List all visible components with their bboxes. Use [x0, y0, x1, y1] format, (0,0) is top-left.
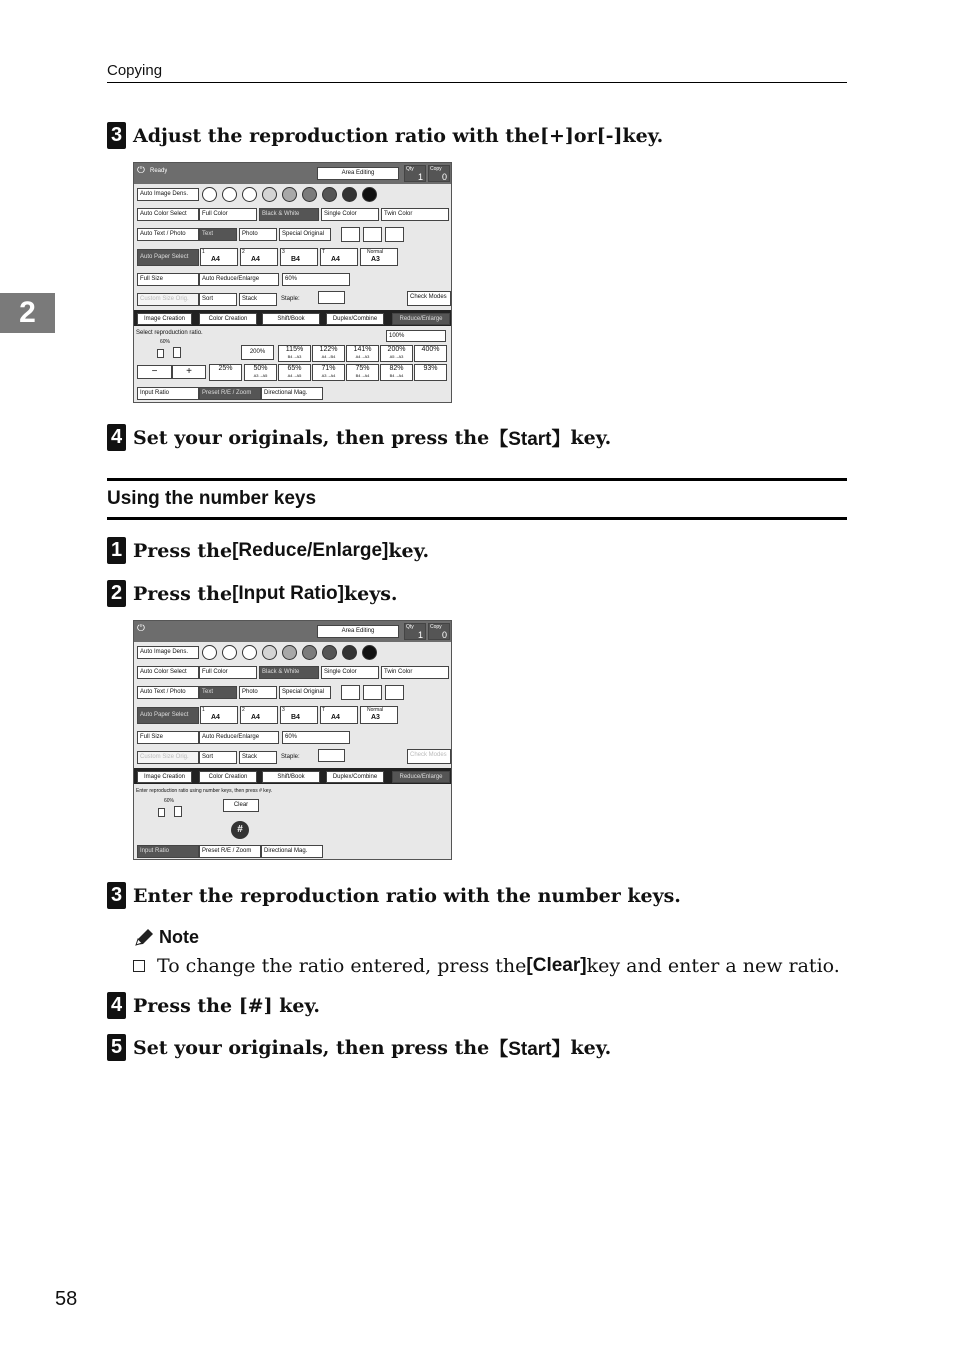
area-editing-button[interactable]: Area Editing [317, 625, 399, 638]
instruction-text: Select reproduction ratio. [136, 330, 203, 336]
copy-display: Copy 0 [428, 623, 450, 640]
density-level-8[interactable] [342, 645, 357, 660]
staple-label: Staple: [281, 296, 300, 302]
tray-2-button[interactable]: 2 A4 [240, 706, 278, 724]
ratio-display: 60% [282, 273, 350, 286]
directional-mag-button[interactable]: Directional Mag. [261, 387, 323, 400]
stack-button[interactable]: Stack [239, 293, 277, 306]
step-number: 4 [107, 424, 126, 451]
small-ratio-label: 60% [160, 339, 171, 345]
step-adjust-ratio: 3 Adjust the reproduction ratio with the [+] or [-] key. [107, 122, 663, 149]
density-level-3[interactable] [242, 187, 257, 202]
black-white-button[interactable]: Black & White [259, 666, 319, 679]
step-number: 4 [107, 992, 126, 1019]
bypass-tray-button[interactable]: T A4 [320, 706, 358, 724]
duplex-icon[interactable] [385, 685, 404, 700]
copy-paper-icon [174, 806, 182, 817]
density-level-3[interactable] [242, 645, 257, 660]
instruction-text: Enter reproduction ratio using number keys, then press # key. [136, 788, 273, 794]
density-level-4[interactable] [262, 645, 277, 660]
full-color-button[interactable]: Full Color [199, 208, 257, 221]
density-level-9[interactable] [362, 187, 377, 202]
density-level-1[interactable] [202, 187, 217, 202]
check-modes-button[interactable]: Check Modes [407, 291, 451, 306]
running-header: Copying [107, 62, 163, 79]
pencil-icon [133, 928, 155, 948]
ready-label: Ready [150, 168, 168, 174]
text-button[interactable]: Text [199, 228, 237, 241]
preset-115-button[interactable]: 115% B4→A3 [278, 345, 311, 362]
preset-400-button[interactable]: 400% [414, 345, 447, 362]
preset-122-button[interactable]: 122% A4→B4 [312, 345, 345, 362]
preset-75-button[interactable]: 75% B4→A4 [346, 364, 379, 381]
tab-duplex-combine[interactable]: Duplex/Combine [326, 771, 384, 783]
tray-1-button[interactable]: 1 A4 [200, 706, 238, 724]
density-level-5[interactable] [282, 187, 297, 202]
step-press-start: 4 Set your originals, then press the 【Start】 key. [107, 424, 611, 451]
single-color-button[interactable]: Single Color [321, 208, 379, 221]
bypass-tray-button[interactable]: T A4 [320, 248, 358, 266]
qty-display: Qty 1 [404, 165, 426, 182]
step-press-input-ratio: 2 Press the [Input Ratio] keys. [107, 580, 398, 607]
auto-text-photo-button[interactable]: Auto Text / Photo [137, 228, 199, 241]
step-number: 1 [107, 537, 126, 564]
copier-panel-preset [133, 162, 452, 403]
full-size-button[interactable]: Full Size [137, 273, 199, 286]
section-rule-bottom [107, 517, 847, 520]
auto-text-photo-button[interactable]: Auto Text / Photo [137, 686, 199, 699]
tab-shift-book[interactable]: Shift/Book [262, 771, 320, 783]
preset-50-button[interactable]: 50% A3→A5 [244, 364, 277, 381]
density-level-2[interactable] [222, 645, 237, 660]
stack-button[interactable]: Stack [239, 751, 277, 764]
minus-button[interactable]: − [137, 365, 172, 379]
full-size-button[interactable]: Full Size [137, 731, 199, 744]
density-level-9[interactable] [362, 645, 377, 660]
preset-65-button[interactable]: 65% A4→A5 [278, 364, 311, 381]
section-rule-top [107, 478, 847, 481]
orientation-icon[interactable] [341, 685, 360, 700]
density-level-1[interactable] [202, 645, 217, 660]
ratio-200-button[interactable]: 200% [241, 345, 274, 360]
header-rule [107, 82, 847, 83]
plus-button[interactable]: + [172, 365, 206, 379]
step-number: 3 [107, 882, 126, 909]
step-enter-ratio: 3 Enter the reproduction ratio with the number keys. [107, 882, 681, 909]
auto-paper-select-button[interactable]: Auto Paper Select [137, 707, 199, 724]
sort-button[interactable]: Sort [199, 293, 237, 306]
preset-93-button[interactable]: 93% [414, 364, 447, 381]
step-press-hash: 4 Press the [#] key. [107, 992, 320, 1019]
tab-image-creation[interactable]: Image Creation [137, 313, 192, 325]
density-level-6[interactable] [302, 187, 317, 202]
tab-reduce-enlarge[interactable]: Reduce/Enlarge [392, 313, 450, 325]
copy-mode-icon[interactable] [363, 227, 382, 242]
staple-label: Staple: [281, 754, 300, 760]
normal-tray-button[interactable]: Normal A3 [360, 706, 398, 724]
tab-shift-book[interactable]: Shift/Book [262, 313, 320, 325]
density-level-7[interactable] [322, 645, 337, 660]
page-number: 58 [55, 1288, 78, 1310]
step-number: 5 [107, 1034, 126, 1061]
tab-duplex-combine[interactable]: Duplex/Combine [326, 313, 384, 325]
photo-button[interactable]: Photo [239, 228, 277, 241]
tray-3-button[interactable]: 3 B4 [280, 706, 318, 724]
ratio-display: 60% [282, 731, 350, 744]
auto-paper-select-button[interactable]: Auto Paper Select [137, 249, 199, 266]
preset-141-button[interactable]: 141% A4→A3 [346, 345, 379, 362]
photo-button[interactable]: Photo [239, 686, 277, 699]
tray-1-button[interactable]: 1 A4 [200, 248, 238, 266]
hash-key-icon[interactable]: # [231, 821, 249, 839]
custom-size-orig-button[interactable]: Custom Size Orig. [137, 293, 199, 306]
current-ratio-display: 100% [386, 330, 446, 342]
copy-display: Copy 0 [428, 165, 450, 182]
preset-200-button[interactable]: 200% A5→A3 [380, 345, 413, 362]
auto-reduce-enlarge-button[interactable]: Auto Reduce/Enlarge [199, 273, 279, 286]
copy-paper-icon [173, 347, 181, 358]
orientation-icon[interactable] [341, 227, 360, 242]
preset-zoom-button[interactable]: Preset R/E / Zoom [199, 845, 261, 858]
note-heading: Note [133, 927, 199, 948]
density-level-6[interactable] [302, 645, 317, 660]
input-ratio-button[interactable]: Input Ratio [137, 387, 199, 400]
density-level-7[interactable] [322, 187, 337, 202]
preset-25-button[interactable]: 25% [209, 364, 242, 381]
black-white-button[interactable]: Black & White [259, 208, 319, 221]
qty-display: Qty 1 [404, 623, 426, 640]
chapter-tab: 2 [0, 293, 55, 333]
checkbox-bullet-icon [133, 960, 145, 972]
duplex-icon[interactable] [385, 227, 404, 242]
single-color-button[interactable]: Single Color [321, 666, 379, 679]
note-item: To change the ratio entered, press the [Clear] key and enter a new ratio. [133, 955, 840, 977]
auto-color-select-button[interactable]: Auto Color Select [137, 666, 199, 679]
area-editing-button[interactable]: Area Editing [317, 167, 399, 180]
step-number: 2 [107, 580, 126, 607]
text-button[interactable]: Text [199, 686, 237, 699]
tab-reduce-enlarge[interactable]: Reduce/Enlarge [392, 771, 450, 783]
tray-2-button[interactable]: 2 A4 [240, 248, 278, 266]
tab-color-creation[interactable]: Color Creation [199, 771, 257, 783]
step-number: 3 [107, 122, 126, 149]
power-icon: ⏻ [137, 624, 145, 633]
clear-button[interactable]: Clear [223, 799, 259, 812]
power-icon: ⏻ [137, 166, 145, 175]
full-color-button[interactable]: Full Color [199, 666, 257, 679]
step-press-start-final: 5 Set your originals, then press the 【Start】 key. [107, 1034, 611, 1061]
density-level-4[interactable] [262, 187, 277, 202]
preset-82-button[interactable]: 82% B4→A4 [380, 364, 413, 381]
original-paper-icon [158, 808, 165, 817]
auto-reduce-enlarge-button[interactable]: Auto Reduce/Enlarge [199, 731, 279, 744]
tab-color-creation[interactable]: Color Creation [199, 313, 257, 325]
density-level-8[interactable] [342, 187, 357, 202]
custom-size-orig-button[interactable]: Custom Size Orig. [137, 751, 199, 764]
density-level-5[interactable] [282, 645, 297, 660]
preset-71-button[interactable]: 71% A3→A4 [312, 364, 345, 381]
check-modes-button[interactable]: Check Modes [407, 749, 451, 764]
special-original-button[interactable]: Special Original [279, 228, 331, 241]
staple-icon[interactable] [318, 749, 345, 762]
copy-mode-icon[interactable] [363, 685, 382, 700]
step-press-reduce-enlarge: 1 Press the [Reduce/Enlarge] key. [107, 537, 429, 564]
input-ratio-button[interactable]: Input Ratio [137, 845, 199, 858]
small-ratio-label: 60% [164, 798, 175, 804]
auto-image-density-button[interactable]: Auto Image Dens. [137, 188, 199, 201]
copier-panel-input-ratio [133, 620, 452, 860]
original-paper-icon [157, 349, 164, 358]
tab-image-creation[interactable]: Image Creation [137, 771, 192, 783]
auto-image-density-button[interactable]: Auto Image Dens. [137, 646, 199, 659]
twin-color-button[interactable]: Twin Color [381, 208, 449, 221]
directional-mag-button[interactable]: Directional Mag. [261, 845, 323, 858]
normal-tray-button[interactable]: Normal A3 [360, 248, 398, 266]
tray-3-button[interactable]: 3 B4 [280, 248, 318, 266]
section-title: Using the number keys [107, 488, 317, 509]
density-level-2[interactable] [222, 187, 237, 202]
twin-color-button[interactable]: Twin Color [381, 666, 449, 679]
preset-zoom-button[interactable]: Preset R/E / Zoom [199, 387, 261, 400]
special-original-button[interactable]: Special Original [279, 686, 331, 699]
staple-icon[interactable] [318, 291, 345, 304]
auto-color-select-button[interactable]: Auto Color Select [137, 208, 199, 221]
sort-button[interactable]: Sort [199, 751, 237, 764]
